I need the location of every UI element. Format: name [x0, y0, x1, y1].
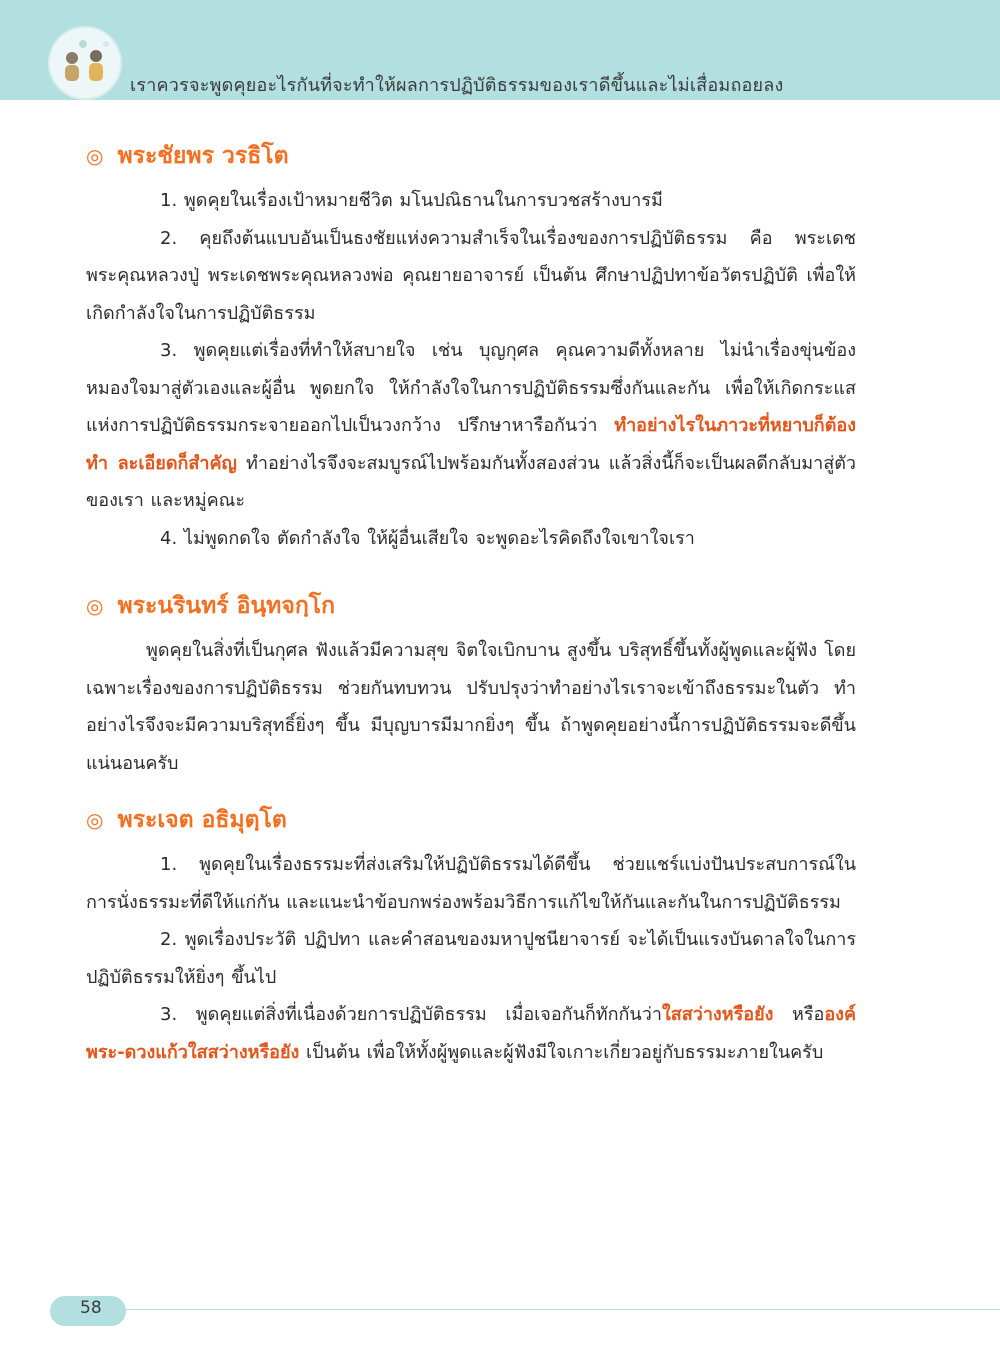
text: ทำอย่างไรจึงจะสมบูรณ์ไปพร้อมกันทั้งสองส่วน แล้วสิ่งนี้ก็จะเป็นผลดีกลับมาสู่ตัวของเรา และหมู่คณะ — [86, 452, 856, 511]
text: 3. พูดคุยแต่เรื่องที่ทำให้สบายใจ เช่น บุญกุศล คุณความดีทั้งหลาย ไม่นำเรื่องขุ่นข้องหมองใจมาสู่ตัวเองและผู้อื่น พูดยกใจ ให้กำลังใจในการปฏิบัติธรรมซึ่งกันและกัน เพื่อให้เกิดกระแสแห่งการปฏิบัติธรรมกระจายออกไปเป็นวงกว้าง ปรึกษาหารือกันว่า — [86, 340, 856, 436]
paragraph: 2. พูดเรื่องประวัติ ปฏิปทา และคำสอนของมหาปูชนียาจารย์ จะได้เป็นแรงบันดาลใจในการปฏิบัติธรรมให้ยิ่งๆ ขึ้นไป — [86, 929, 856, 988]
section-heading — [86, 588, 856, 624]
highlight-text: องค์พระ-ดวงแก้วใสสว่างหรือยัง — [86, 1004, 856, 1063]
bullet-icon: ◎ — [86, 594, 104, 618]
highlight-text: ใสสว่างหรือยัง — [661, 1004, 774, 1025]
section-narin — [86, 588, 856, 782]
paragraph: 1. พูดคุยในเรื่องธรรมะที่ส่งเสริมให้ปฏิบัติธรรมได้ดีขึ้น ช่วยแชร์แบ่งปันประสบการณ์ในการนั่งธรรมะที่ดีให้แก่กัน และแนะนำข้อบกพร่องพร้อมวิธีการแก้ไขให้กันและกันในการปฏิบัติธรรม — [86, 854, 856, 913]
text: หรือ — [773, 1004, 825, 1025]
paragraph — [86, 332, 856, 520]
paragraph: พูดคุยในสิ่งที่เป็นกุศล ฟังแล้วมีความสุข จิตใจเบิกบาน สูงขึ้น บริสุทธิ์ขึ้นทั้งผู้พูดและผู้ฟัง โดยเฉพาะเรื่องของการปฏิบัติธรรม ช่วยกันทบทวน ปรับปรุงว่าทำอย่างไรเราจะเข้าถึงธรรมะในตัว ทำอย่างไรจึงจะมีความบริสุทธิ์ยิ่งๆ ขึ้น มีบุญบารมีมากยิ่งๆ ขึ้น ถ้าพูดคุยอย่างนี้การปฏิบัติธรรมจะดีขึ้นแน่นอนครับ — [86, 640, 856, 774]
paragraph: 1. พูดคุยในเรื่องเป้าหมายชีวิต มโนปณิธานในการบวชสร้างบารมี — [160, 190, 663, 211]
paragraph: 4. ไม่พูดกดใจ ตัดกำลังใจ ให้ผู้อื่นเสียใจ จะพูดอะไรคิดถึงใจเขาใจเรา — [160, 527, 695, 549]
bullet-icon: ◎ — [86, 144, 104, 168]
header-illustration-icon — [48, 26, 122, 100]
text: 3. พูดคุยแต่สิ่งที่เนื่องด้วยการปฏิบัติธรรม เมื่อเจอกันก็ทักกันว่า — [160, 1004, 662, 1025]
section-chaiyaporn — [86, 138, 856, 557]
section-heading — [86, 802, 856, 838]
paragraph: 2. คุยถึงต้นแบบอันเป็นธงชัยแห่งความสำเร็จในเรื่องของการปฏิบัติธรรม คือ พระเดชพระคุณหลวงปู่ พระเดชพระคุณหลวงพ่อ คุณยายอาจารย์ เป็นต้น ศึกษาปฏิปทาข้อวัตรปฏิบัติ เพื่อให้เกิดกำลังใจในการปฏิบัติธรรม — [86, 227, 856, 324]
highlight-text: ทำอย่างไรในภาวะที่หยาบก็ต้องทำ ละเอียดก็สำคัญ — [86, 415, 856, 474]
bullet-icon: ◎ — [86, 808, 104, 832]
section-title: พระเจต อธิมุตฺโต — [117, 807, 287, 833]
page-number: 58 — [80, 1298, 102, 1318]
footer-divider — [120, 1309, 1000, 1310]
section-heading — [86, 138, 856, 174]
section-title: พระนรินทร์ อินฺทจกฺโก — [117, 593, 336, 619]
text: เป็นต้น เพื่อให้ทั้งผู้พูดและผู้ฟังมีใจเกาะเกี่ยวอยู่กับธรรมะภายในครับ — [299, 1041, 824, 1063]
page-header-title: เราควรจะพูดคุยอะไรกันที่จะทำให้ผลการปฏิบัติธรรมของเราดีขึ้นและไม่เสื่อมถอยลง — [130, 75, 784, 96]
section-chet — [86, 802, 856, 1071]
paragraph — [86, 996, 856, 1071]
section-title: พระชัยพร วรธิโต — [117, 143, 289, 169]
